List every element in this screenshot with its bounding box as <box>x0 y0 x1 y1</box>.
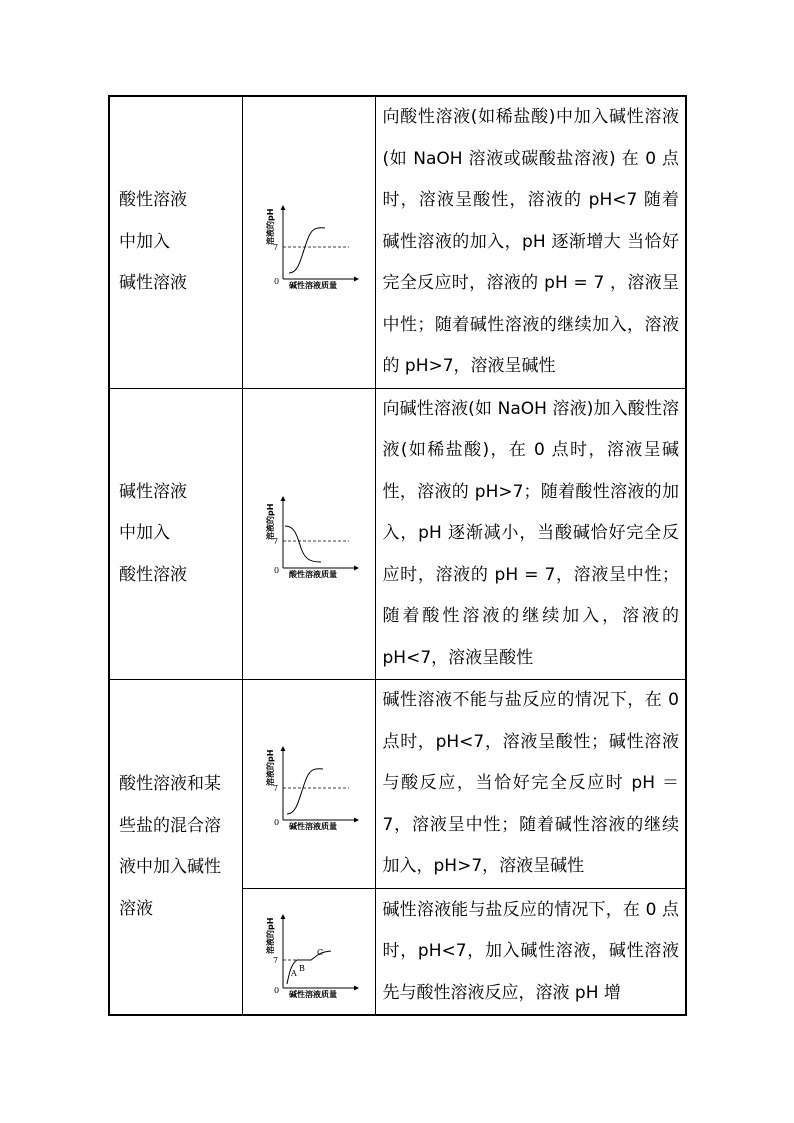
category-line: 中加入 <box>119 231 170 252</box>
category-cell <box>109 388 242 680</box>
table-row <box>109 388 686 680</box>
y-tick-label: 7 <box>272 955 278 965</box>
category-line: 酸性溶液和某 <box>119 774 221 794</box>
description-cell: 向碱性溶液(如 NaOH 溶液)加入酸性溶液(如稀盐酸)，在 0 点时，溶液呈碱性，溶液的 pH>7；随着酸性溶液的加入，pH 逐渐减小，当酸碱恰好完全反应时，溶液的 pH = 7，溶液呈中性；随着酸性溶液的继续加入，溶液的 pH<7，溶液呈酸性 <box>375 388 686 680</box>
table-row <box>109 680 686 889</box>
y-axis-label: 溶液的pH <box>265 917 275 954</box>
x-axis-label: 碱性溶液质量 <box>288 989 337 999</box>
y-tick-label: 7 <box>272 242 278 252</box>
category-line: 酸性溶液 <box>119 564 187 585</box>
graph-cell <box>242 888 375 1015</box>
ph-plateau-graph <box>255 904 365 999</box>
category-line: 碱性溶液 <box>119 481 187 502</box>
point-c-label: C <box>316 947 323 957</box>
category-line: 溶液 <box>119 898 153 919</box>
x-axis-label: 碱性溶液质量 <box>288 822 337 832</box>
category-line: 中加入 <box>119 523 170 543</box>
ph-rising-graph <box>255 195 365 290</box>
y-tick-label: 7 <box>272 537 278 547</box>
y-tick-label: 7 <box>272 784 278 794</box>
category-cell <box>109 680 242 1016</box>
origin-label: 0 <box>273 818 279 828</box>
y-axis-label: 溶液的pH <box>265 208 275 245</box>
point-b-label: B <box>298 963 305 973</box>
acid-base-titration-table <box>108 95 687 1016</box>
origin-label: 0 <box>273 985 279 995</box>
category-line: 酸性溶液 <box>119 190 187 210</box>
category-line: 液中加入碱性 <box>119 857 221 877</box>
table-row <box>109 96 686 388</box>
ph-rising-graph <box>255 736 365 831</box>
description-cell: 碱性溶液能与盐反应的情况下，在 0 点时，pH<7，加入碱性溶液，碱性溶液先与酸性溶液反应，溶液 pH 增 <box>375 888 686 1015</box>
x-axis-label: 碱性溶液质量 <box>288 280 337 290</box>
y-axis-label: 溶液的pH <box>265 749 275 787</box>
graph-cell <box>242 96 375 388</box>
category-line: 碱性溶液 <box>119 273 187 293</box>
description-cell: 向酸性溶液(如稀盐酸)中加入碱性溶液(如 NaOH 溶液或碳酸盐溶液) 在 0 点时，溶液呈酸性，溶液的 pH<7 随着碱性溶液的加入，pH 逐渐增大 当恰好完全反应时，溶液的 pH = 7 ，溶液呈中性；随着碱性溶液的继续加入，溶液的 pH>7，溶液呈碱性 <box>375 96 686 388</box>
point-a-label: A <box>290 968 297 978</box>
origin-label: 0 <box>273 566 279 576</box>
ph-falling-graph <box>255 486 365 581</box>
category-line: 些盐的混合溶 <box>119 815 221 836</box>
x-axis-label: 酸性溶液质量 <box>288 570 337 580</box>
category-cell <box>109 96 242 388</box>
graph-cell <box>242 388 375 680</box>
origin-label: 0 <box>273 276 279 286</box>
graph-cell <box>242 680 375 889</box>
y-axis-label: 溶液的pH <box>265 503 275 541</box>
description-cell: 碱性溶液不能与盐反应的情况下，在 0 点时，pH<7，溶液呈酸性；碱性溶液与酸反应，当恰好完全反应时 pH ＝7，溶液呈中性；随着碱性溶液的继续加入，pH>7，溶液呈碱性 <box>375 680 686 889</box>
